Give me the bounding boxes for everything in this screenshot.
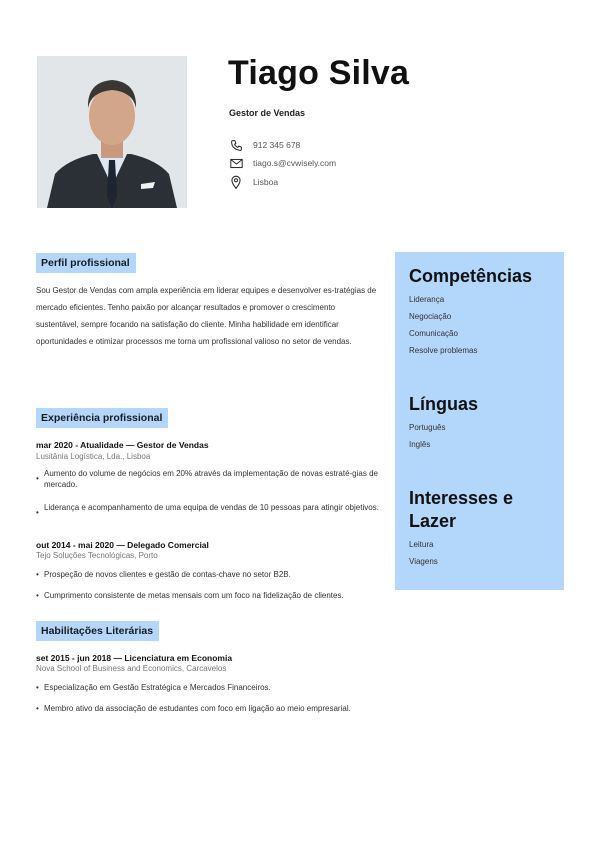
language-item: Português	[409, 423, 446, 432]
job-heading: out 2014 - mai 2020 — Delegado Comercial	[36, 540, 209, 550]
map-pin-icon	[229, 175, 243, 189]
list-item: • Liderança e acompanhamento de uma equipa de vendas de 10 pessoas para atingir objetivos.	[36, 503, 379, 517]
interest-item: Leitura	[409, 540, 434, 549]
job-organization: Lusitânia Logística, Lda., Lisboa	[36, 452, 151, 461]
email-text: tiago.s@cvwisely.com	[253, 158, 337, 168]
list-item: • Prospeção de novos clientes e gestão de contas-chave no setor B2B.	[36, 570, 291, 579]
contact-location	[229, 175, 278, 189]
section-label-education: Habilitações Literárias	[36, 621, 159, 641]
list-item: • Especialização em Gestão Estratégica e Mercados Financeiros.	[36, 683, 271, 692]
skill-item: Resolve problemas	[409, 346, 478, 355]
job-heading: mar 2020 - Atualidade — Gestor de Vendas	[36, 440, 209, 450]
candidate-name: Tiago Silva	[228, 54, 410, 92]
section-label-experience: Experiência profissional	[36, 408, 168, 428]
sidebar-title-interests-line2: Lazer	[409, 511, 457, 531]
contact-phone	[229, 138, 300, 152]
contact-email	[229, 156, 336, 170]
list-item: • Cumprimento consistente de metas mensais com um foco na fidelização de clientes.	[36, 591, 344, 600]
profile-text: Sou Gestor de Vendas com ampla experiência em liderar equipes e desenvolver es-tratégias de mercado eficientes. Tenho paixão por alcançar resultados e promover o crescimento sustentável, sempre focando na satisfação do cliente. Minha habilidade em identificar oportunidades e otimizar processos me torna um profissional valioso no setor de vendas.	[36, 286, 377, 346]
language-item: Inglês	[409, 440, 431, 449]
job-title: Gestor de Vendas	[229, 108, 306, 118]
sidebar-title-skills: Competências	[409, 266, 533, 286]
profile-photo	[37, 56, 187, 208]
phone-text: 912 345 678	[253, 140, 301, 150]
portrait-illustration	[37, 56, 187, 208]
job-organization: Tejo Soluções Tecnológicas, Porto	[36, 551, 158, 560]
skill-item: Comunicação	[409, 329, 458, 338]
envelope-icon	[229, 156, 243, 170]
phone-icon	[229, 138, 243, 152]
location-text: Lisboa	[253, 177, 279, 187]
education-heading: set 2015 - jun 2018 — Licenciatura em Economia	[36, 653, 233, 663]
skill-item: Negociação	[409, 312, 452, 321]
interest-item: Viagens	[409, 557, 438, 566]
section-label-profile: Perfil profissional	[36, 253, 136, 273]
skill-item: Liderança	[409, 295, 445, 304]
education-institution: Nova School of Business and Economics, Carcavelos	[36, 664, 227, 673]
sidebar-title-interests: Interesses e	[409, 488, 514, 508]
list-item: • Membro ativo da associação de estudantes com foco em ligação ao meio empresarial.	[36, 704, 351, 713]
sidebar-title-languages: Línguas	[409, 394, 479, 414]
list-item: • Aumento do volume de negócios em 20% através da implementação de novas estraté-gias de mercado.	[36, 469, 378, 489]
